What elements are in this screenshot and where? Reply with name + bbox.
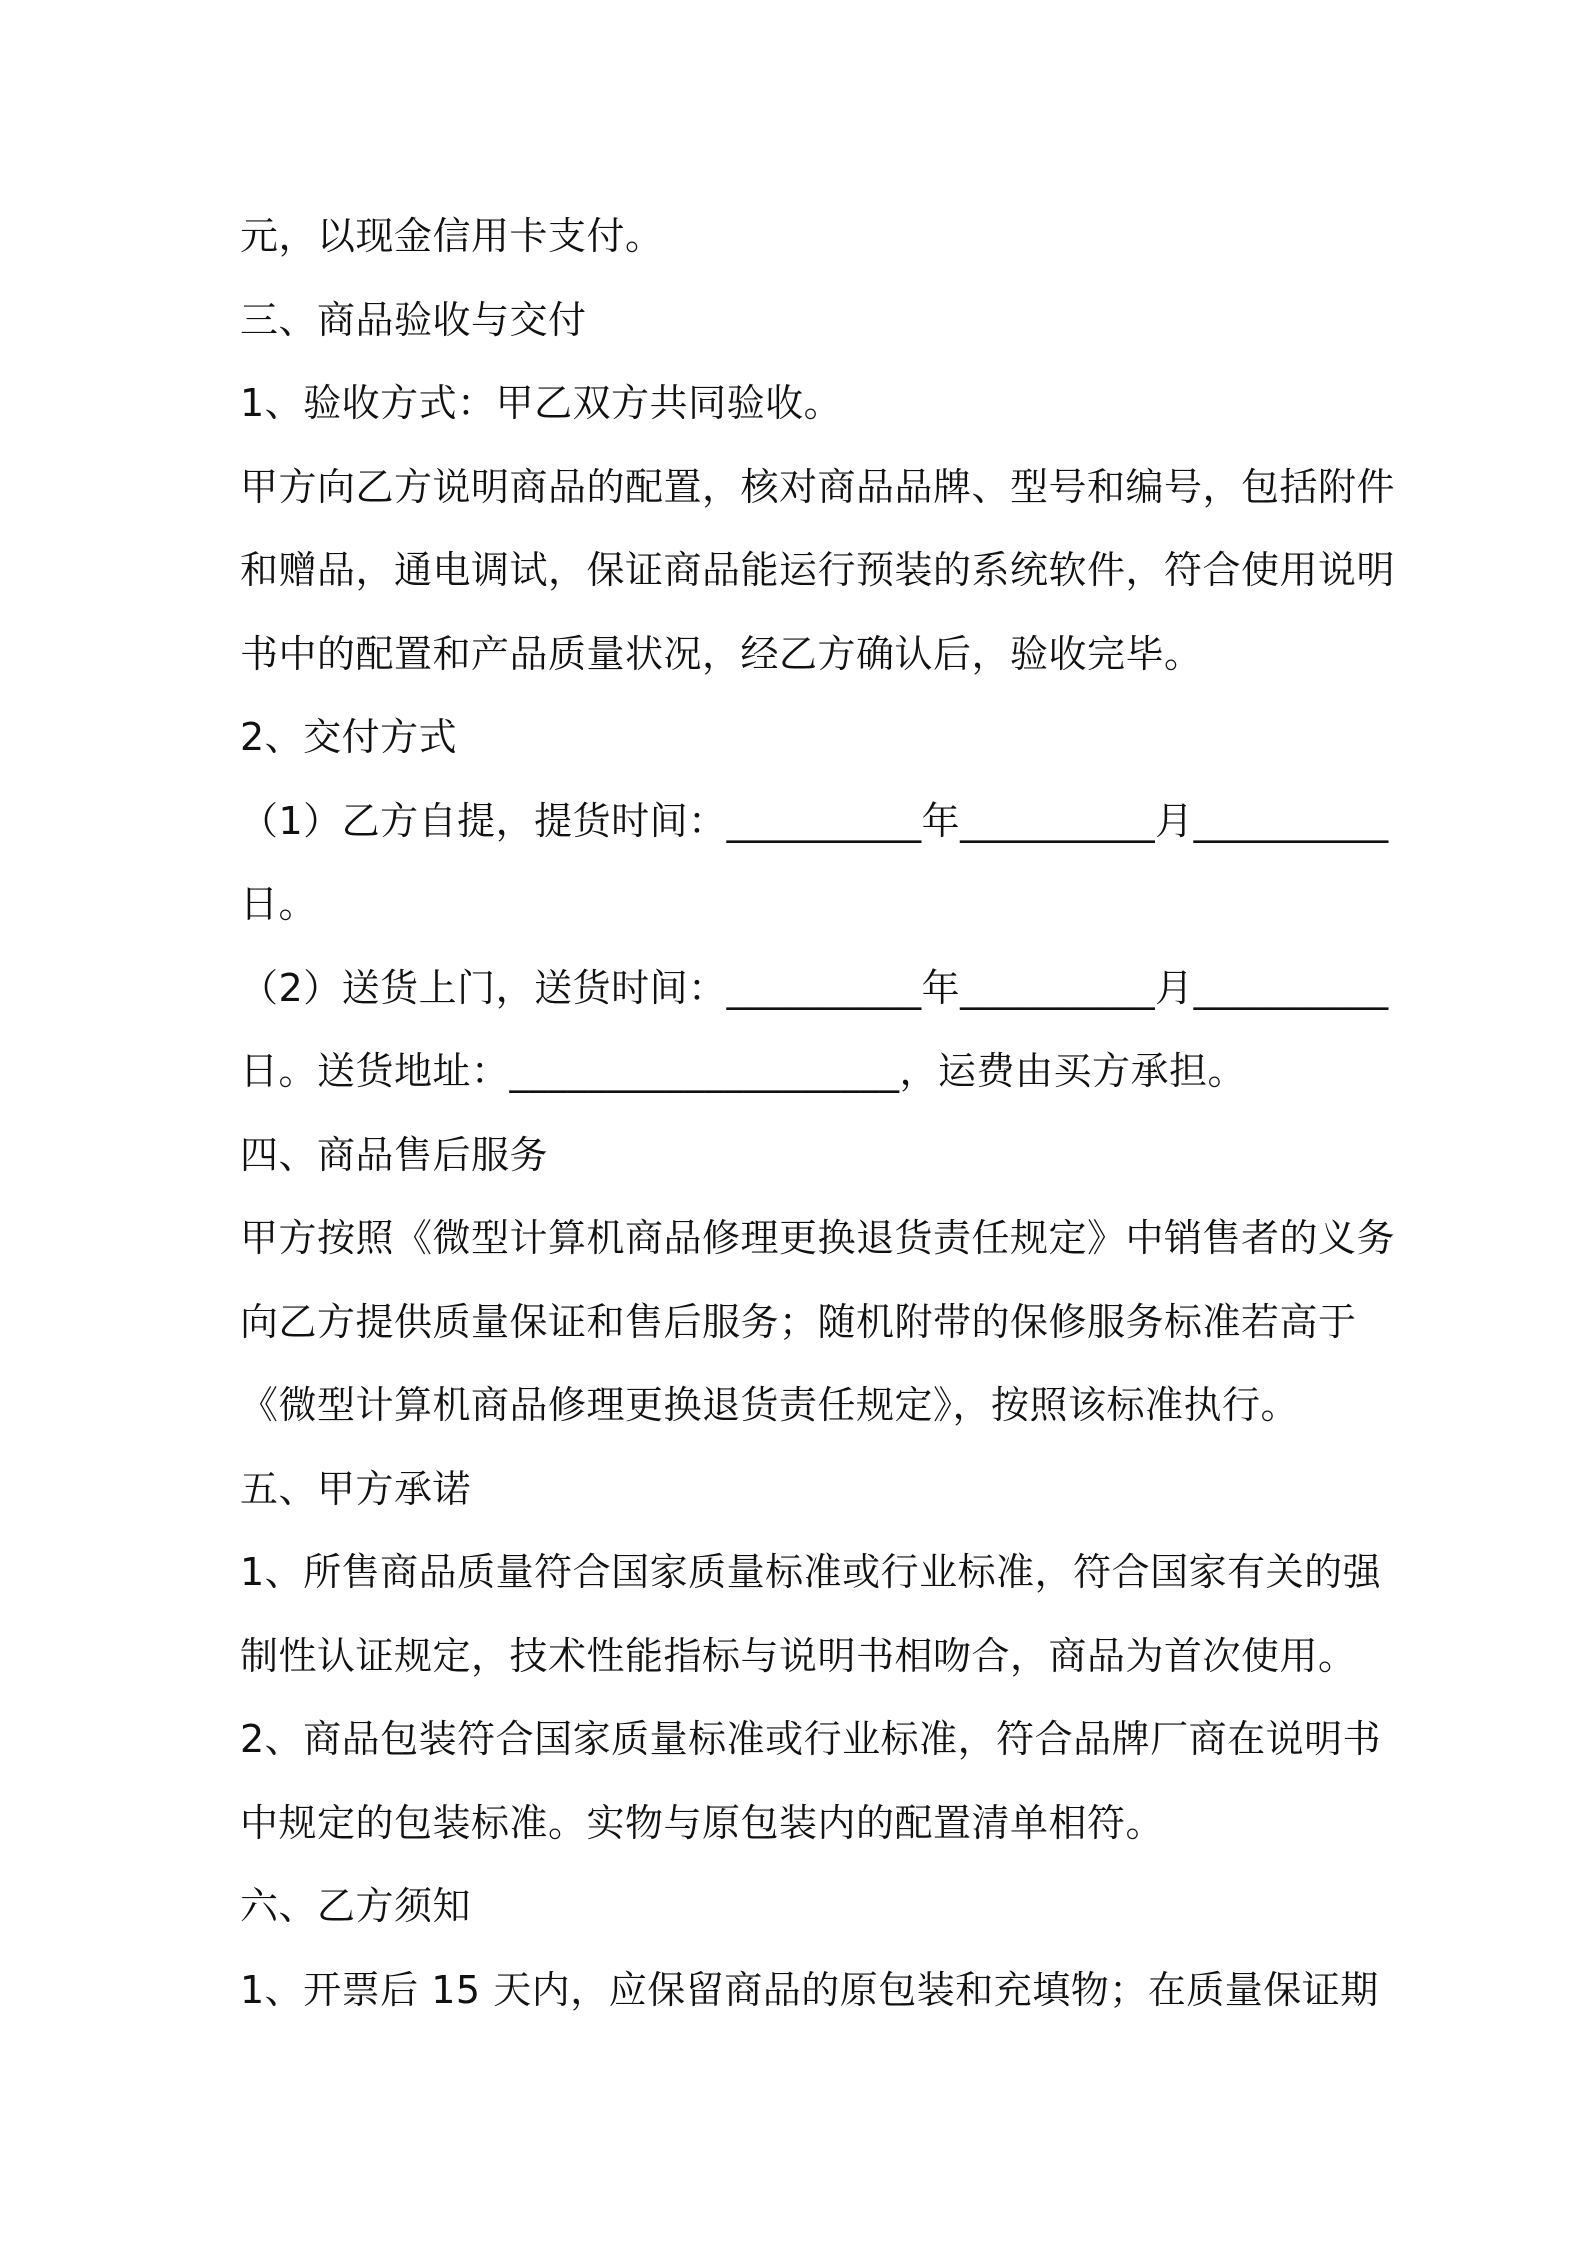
document-body [240, 195, 1396, 2032]
text-line: （1）乙方自提，提货时间：__________年__________月__________ [240, 798, 1389, 843]
text-line: 1、开票后 15 天内，应保留商品的原包装和充填物；在质量保证期 [240, 1967, 1379, 2012]
text-line: 元，以现金信用卡支付。 [240, 214, 664, 258]
text-line: 和赠品，通电调试，保证商品能运行预装的系统软件，符合使用说明 [240, 548, 1396, 592]
text-line: 《微型计算机商品修理更换退货责任规定》，按照该标准执行。 [240, 1383, 1300, 1427]
text-line: 日。 [240, 882, 318, 926]
text-line: 甲方向乙方说明商品的配置，核对商品品牌、型号和编号，包括附件 [240, 464, 1396, 509]
text-line: 1、验收方式：甲乙双方共同验收。 [240, 381, 843, 425]
text-line: 中规定的包装标准。实物与原包装内的配置清单相符。 [240, 1800, 1165, 1845]
text-line: 制性认证规定，技术性能指标与说明书相吻合，商品为首次使用。 [240, 1633, 1357, 1678]
section-heading: 三、商品验收与交付 [240, 297, 587, 342]
text-line: 1、所售商品质量符合国家质量标准或行业标准，符合国家有关的强 [240, 1550, 1382, 1594]
section-heading: 四、商品售后服务 [240, 1132, 549, 1177]
section-heading: 六、乙方须知 [240, 1884, 472, 1928]
text-line: 甲方按照《微型计算机商品修理更换退货责任规定》中销售者的义务 [240, 1216, 1396, 1260]
text-line: 2、交付方式 [240, 715, 458, 759]
section-heading: 五、甲方承诺 [240, 1466, 472, 1511]
text-line: 书中的配置和产品质量状况，经乙方确认后，验收完毕。 [240, 631, 1203, 676]
text-line: （2）送货上门，送货时间：__________年__________月__________ [240, 965, 1389, 1010]
text-line: 日。送货地址：____________________，运费由买方承担。 [240, 1049, 1247, 1093]
text-line: 2、商品包装符合国家质量标准或行业标准，符合品牌厂商在说明书 [240, 1717, 1382, 1761]
text-line: 向乙方提供质量保证和售后服务；随机附带的保修服务标准若高于 [240, 1299, 1357, 1344]
